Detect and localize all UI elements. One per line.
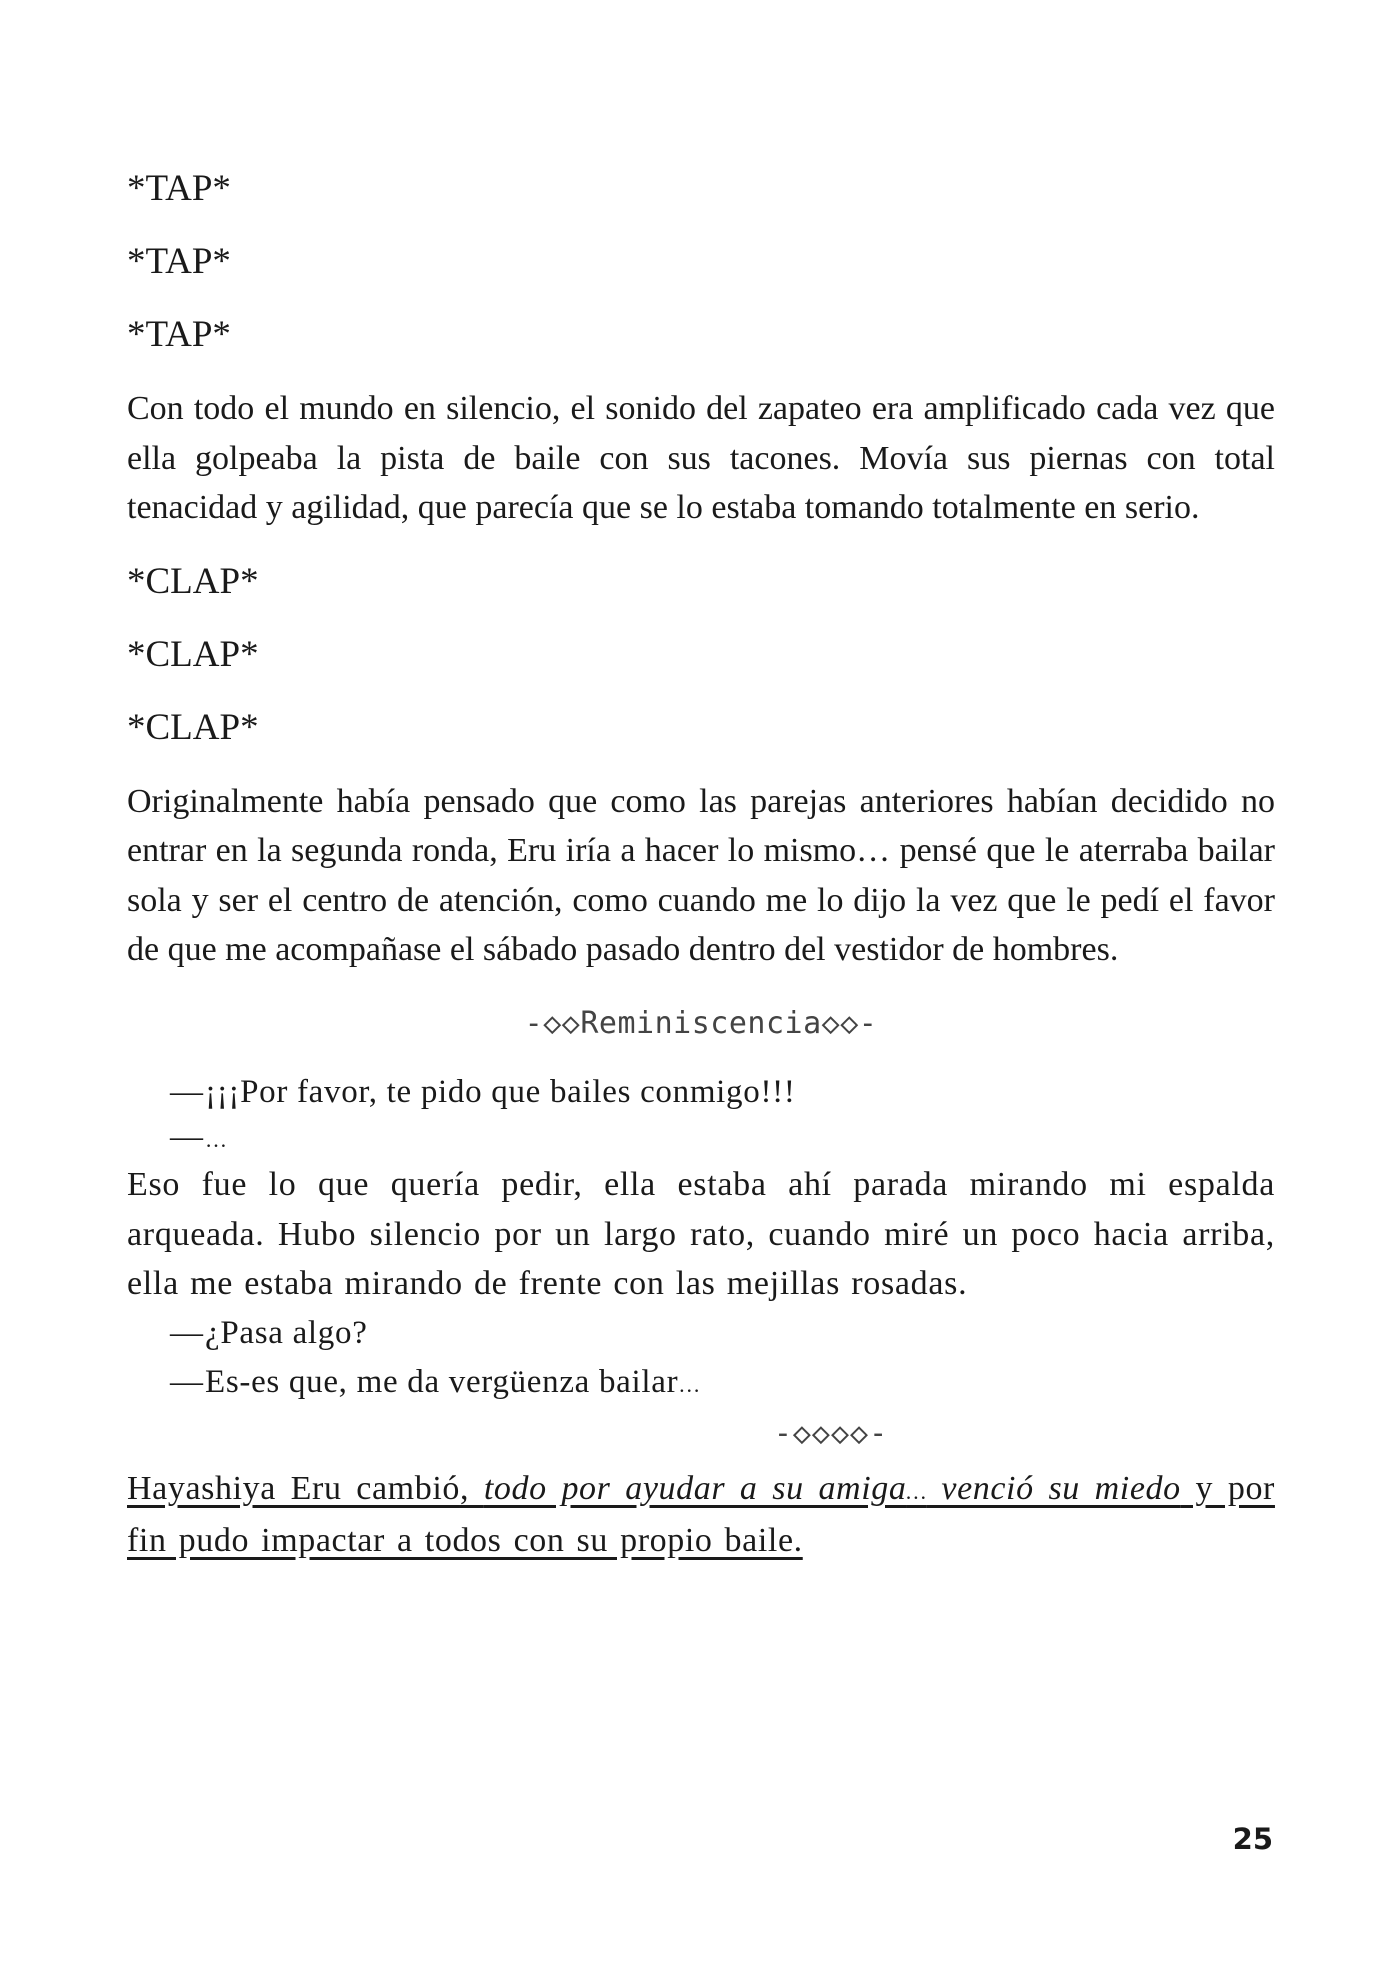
page-body bbox=[127, 165, 1275, 1566]
closing-paragraph bbox=[127, 1464, 1275, 1566]
dialogue-text: ¡¡¡Por favor, te pido que bailes conmigo!!! bbox=[205, 1073, 796, 1110]
dialogue-dash: — bbox=[170, 1364, 203, 1400]
dialogue-dash: — bbox=[170, 1073, 203, 1110]
dialogue-line-1 bbox=[127, 1068, 1275, 1118]
dialogue-line-3 bbox=[127, 1309, 1275, 1359]
closing-part-1: Hayashiya Eru cambió bbox=[127, 1469, 460, 1507]
sfx-clap-3: *CLAP* bbox=[127, 706, 259, 748]
sfx-tap-2: *TAP* bbox=[127, 241, 231, 282]
closing-italic-1: todo por ayudar a su amiga bbox=[483, 1469, 907, 1507]
reminiscence-end-divider: -◇◇◇◇- bbox=[773, 1415, 889, 1451]
dialogue-dash: — bbox=[170, 1314, 203, 1351]
dialogue-line-4 bbox=[127, 1358, 1275, 1410]
paragraph-dance-description: Con todo el mundo en silencio, el sonido del zapateo era amplificado cada vez que ella golpeaba la pista de baile con sus tacones. Movía sus piernas con total tenacidad y agilidad, que parecía que se lo estaba tomando totalmente en serio. bbox=[127, 390, 1275, 526]
dialogue-text: Es-es que, me da vergüenza bailar bbox=[205, 1364, 679, 1400]
dialogue-text: … bbox=[205, 1127, 228, 1152]
page-number: 25 bbox=[1232, 1822, 1273, 1856]
sfx-tap-3: *TAP* bbox=[127, 314, 231, 355]
closing-italic-2: venció su miedo bbox=[926, 1469, 1181, 1507]
paragraph-recollection: Originalmente había pensado que como las parejas anteriores habían decidido no entrar en la segunda ronda, Eru iría a hacer lo mismo… pensé que le aterraba bailar sola y ser el centro de atención, como cuando me lo dijo la vez que le pedí el favor de que me acompañase el sábado pasado dentro del vestidor de hombres. bbox=[127, 782, 1275, 968]
dialogue-line-2 bbox=[127, 1117, 1275, 1160]
dialogue-ellipsis: … bbox=[678, 1372, 701, 1397]
sfx-tap-1: *TAP* bbox=[127, 168, 231, 209]
dialogue-text: ¿Pasa algo? bbox=[205, 1314, 368, 1351]
paragraph-silence: Eso fue lo que quería pedir, ella estaba ahí parada mirando mi espalda arqueada. Hubo silencio por un largo rato, cuando miré un poco hacia arriba, ella me estaba mirando de frente con las mejillas rosadas. bbox=[127, 1166, 1275, 1302]
closing-italic-ellipsis: … bbox=[906, 1478, 927, 1504]
sfx-clap-2: *CLAP* bbox=[127, 633, 259, 675]
dialogue-dash: — bbox=[170, 1119, 203, 1155]
closing-part-3: y por fin pudo impactar a todos con su propio baile. bbox=[127, 1469, 1275, 1559]
sfx-clap-1: *CLAP* bbox=[127, 560, 259, 602]
reminiscence-divider: -◇◇Reminiscencia◇◇- bbox=[524, 1005, 878, 1041]
closing-part-2: , bbox=[459, 1469, 484, 1507]
